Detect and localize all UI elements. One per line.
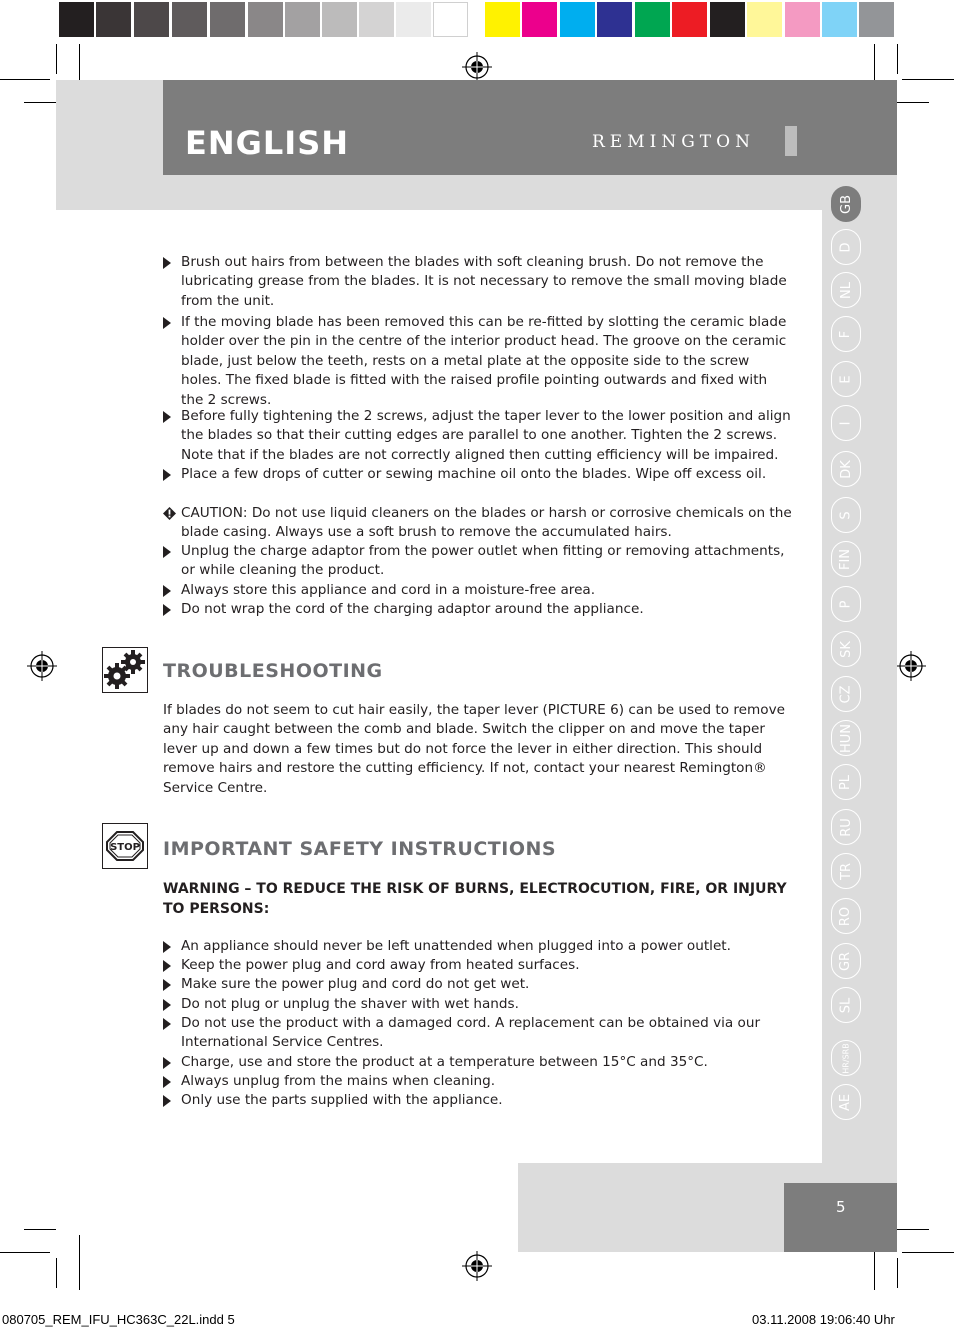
grey-swatch [322, 2, 357, 37]
page-title: ENGLISH [185, 124, 350, 162]
tab-sk[interactable] [831, 631, 861, 667]
list-item [163, 581, 793, 600]
tab-label: GR [838, 951, 854, 971]
tab-label: HUN [838, 723, 854, 753]
list-item [163, 975, 793, 994]
tab-hr-srb[interactable] [831, 1040, 861, 1076]
list-item-text: Only use the parts supplied with the appliance. [181, 1092, 503, 1108]
safety-heading: IMPORTANT SAFETY INSTRUCTIONS [163, 838, 557, 860]
crop-mark [24, 102, 56, 103]
tab-ro[interactable] [831, 898, 861, 934]
tab-i[interactable] [831, 405, 861, 441]
list-item [163, 1072, 793, 1091]
bullet-arrow-icon [163, 960, 171, 972]
list-item-text: Unplug the charge adaptor from the power outlet when fitting or removing attachments, or while cleaning the product. [181, 543, 785, 579]
list-item-text: Keep the power plug and cord away from heated surfaces. [181, 957, 580, 973]
tab-dk[interactable] [831, 451, 861, 487]
list-item-text: Make sure the power plug and cord do not get wet. [181, 976, 530, 992]
tab-label: E [838, 374, 854, 384]
crop-mark [897, 1258, 898, 1288]
brand-logo: REMINGTON [592, 132, 755, 152]
stop-sign-icon [102, 823, 148, 869]
tab-label: HR/SRB [841, 1042, 851, 1074]
tab-label: RU [838, 817, 854, 837]
list-item-text: Brush out hairs from between the blades with soft cleaning brush. Do not remove the lubricating grease from the blades. It is not necessary to remove the small moving blade from the unit. [181, 254, 787, 309]
list-item-text: An appliance should never be left unattended when plugged into a power outlet. [181, 938, 731, 954]
page-number: 5 [836, 1198, 846, 1216]
process-color-swatch [859, 2, 894, 37]
tab-p[interactable] [831, 586, 861, 622]
tab-label: D [838, 241, 854, 253]
grey-swatch [248, 2, 283, 37]
tab-cz[interactable] [831, 676, 861, 712]
bullet-arrow-icon [163, 585, 171, 597]
tab-ae[interactable] [831, 1084, 861, 1120]
tab-f[interactable] [831, 316, 861, 352]
bullet-arrow-icon [163, 317, 171, 329]
crop-mark [0, 79, 50, 80]
process-color-swatch [522, 2, 557, 37]
grey-swatch [359, 2, 394, 37]
process-color-swatch [560, 2, 595, 37]
tab-nl[interactable] [831, 272, 861, 308]
bullet-arrow-icon [163, 1057, 171, 1069]
tab-ru[interactable] [831, 809, 861, 845]
grey-swatch [96, 2, 131, 37]
tab-e[interactable] [831, 361, 861, 397]
warning-diamond-icon [163, 507, 176, 520]
crop-mark [897, 102, 929, 103]
bullet-arrow-icon [163, 1076, 171, 1088]
registration-mark-icon [27, 651, 57, 681]
list-item-text: Before fully tightening the 2 screws, adjust the taper lever to the lower position and align the blades so that their cutting edges are parallel to one another. Tighten the 2 screws. Note that if the blades are not correctly aligned then cutting efficiency will be impaired. [181, 408, 791, 463]
list-item [163, 253, 793, 311]
crop-mark [902, 1252, 954, 1253]
list-item-text: If the moving blade has been removed this can be re-fitted by slotting the ceramic blade holder over the pin in the centre of the interior product head. The groove on the ceramic blade, just below the teeth, rests on a metal plate at the opposite side to the screw holes. The fixed blade is fitted with the raised profile pointing outwards and fixed with the 2 screws. [181, 314, 787, 408]
crop-mark [897, 44, 898, 74]
tab-gr[interactable] [831, 943, 861, 979]
grey-swatch [210, 2, 245, 37]
list-item [163, 542, 793, 581]
bullet-arrow-icon [163, 546, 171, 558]
list-item-text: Do not plug or unplug the shaver with wet hands. [181, 996, 519, 1012]
tab-label: GB [838, 194, 854, 214]
troubleshooting-gears-icon [102, 647, 148, 693]
tab-label: I [838, 421, 854, 425]
process-color-swatch [747, 2, 782, 37]
stop-sign-label: STOP [110, 842, 140, 853]
tab-gb[interactable] [831, 186, 861, 222]
tab-label: F [838, 330, 854, 338]
grey-swatch [433, 2, 468, 37]
bullet-arrow-icon [163, 604, 171, 616]
list-item-text: Place a few drops of cutter or sewing machine oil onto the blades. Wipe off excess oil. [181, 466, 767, 482]
list-item [163, 995, 793, 1014]
list-item [163, 600, 793, 619]
list-item [163, 937, 793, 956]
crop-mark [24, 1229, 56, 1230]
list-item [163, 465, 793, 484]
bullet-arrow-icon [163, 469, 171, 481]
tab-s[interactable] [831, 497, 861, 533]
list-item-text: Always unplug from the mains when cleaning. [181, 1073, 496, 1089]
grey-swatch [59, 2, 94, 37]
tab-label: NL [838, 281, 854, 299]
grey-swatch [134, 2, 169, 37]
tab-label: PL [838, 774, 854, 790]
grey-swatch [396, 2, 431, 37]
list-item-text: Charge, use and store the product at a temperature between 15°C and 35°C. [181, 1054, 708, 1070]
process-color-swatch [785, 2, 820, 37]
tab-label: S [838, 510, 854, 520]
troubleshooting-body: If blades do not seem to cut hair easily, the taper lever (PICTURE 6) can be used to remove any hair caught between the comb and blade. Switch the clipper on and move the taper lever up and down a few times but do not force the lever in either direction. This should remove hairs and restore the cutting efficiency. If not, contact your nearest Remington® Service Centre. [163, 702, 786, 796]
caution-note [163, 504, 793, 543]
bullet-arrow-icon [163, 257, 171, 269]
list-item-text: Do not use the product with a damaged cord. A replacement can be obtained via our International Service Centres. [181, 1015, 761, 1051]
bullet-arrow-icon [163, 1095, 171, 1107]
crop-mark [902, 79, 954, 80]
caution-text: CAUTION: Do not use liquid cleaners on the blades or harsh or corrosive chemicals on the blade casing. Always use a soft brush to remove the accumulated hairs. [181, 505, 792, 541]
grey-swatch [172, 2, 207, 37]
bullet-arrow-icon [163, 1018, 171, 1030]
list-item [163, 1091, 793, 1110]
tab-label: P [838, 600, 854, 608]
crop-mark [56, 44, 57, 74]
tab-sl[interactable] [831, 987, 861, 1023]
brand-accent-block [785, 126, 797, 156]
print-slug-date: 03.11.2008 19:06:40 Uhr [752, 1312, 895, 1327]
tab-tr[interactable] [831, 853, 861, 889]
bullet-arrow-icon [163, 411, 171, 423]
crop-mark [897, 1229, 929, 1230]
tab-label: DK [838, 459, 854, 479]
list-item [163, 1053, 793, 1072]
tab-label: CZ [838, 685, 854, 703]
registration-mark-icon [896, 651, 926, 681]
safety-warning: WARNING – TO REDUCE THE RISK OF BURNS, ELECTROCUTION, FIRE, OR INJURY TO PERSONS: [163, 881, 787, 917]
print-slug-file: 080705_REM_IFU_HC363C_22L.indd 5 [2, 1312, 235, 1327]
registration-mark-icon [462, 1251, 492, 1281]
process-color-swatch [485, 2, 520, 37]
page-number-box [784, 1183, 897, 1252]
tab-label: SK [838, 640, 854, 658]
tab-label: SL [838, 997, 854, 1013]
bullet-arrow-icon [163, 999, 171, 1011]
tab-label: FIN [838, 548, 854, 570]
tab-hun[interactable] [831, 720, 861, 756]
troubleshooting-heading: TROUBLESHOOTING [163, 660, 383, 682]
crop-mark [0, 1252, 50, 1253]
process-color-swatch [822, 2, 857, 37]
registration-mark-icon [462, 52, 492, 82]
list-item-text: Do not wrap the cord of the charging adaptor around the appliance. [181, 601, 644, 617]
list-item [163, 1014, 793, 1053]
process-color-swatch [635, 2, 670, 37]
list-item [163, 313, 793, 410]
list-item [163, 956, 793, 975]
tab-label: AE [838, 1093, 854, 1111]
tab-d[interactable] [831, 229, 861, 265]
list-item-text: Always store this appliance and cord in a moisture-free area. [181, 582, 596, 598]
process-color-swatch [710, 2, 745, 37]
tab-label: RO [838, 906, 854, 926]
process-color-swatch [597, 2, 632, 37]
tab-label: TR [838, 862, 854, 880]
bullet-arrow-icon [163, 979, 171, 991]
bullet-arrow-icon [163, 941, 171, 953]
crop-mark [79, 1235, 80, 1290]
tab-pl[interactable] [831, 764, 861, 800]
process-color-swatch [672, 2, 707, 37]
tab-fin[interactable] [831, 541, 861, 577]
list-item [163, 407, 793, 465]
crop-mark [56, 1258, 57, 1288]
grey-swatch [285, 2, 320, 37]
